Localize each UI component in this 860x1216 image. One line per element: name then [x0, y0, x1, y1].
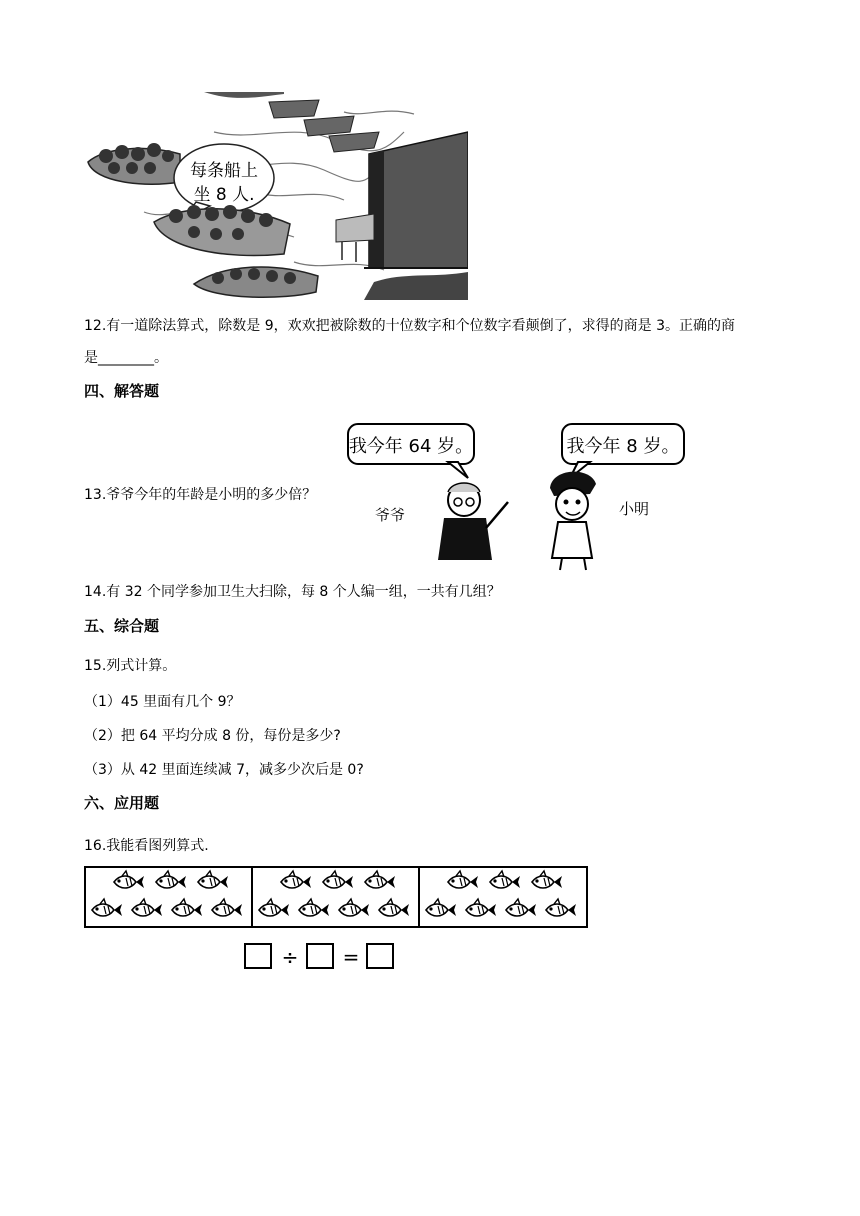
bubble-text-line1: 每条船上	[190, 161, 258, 181]
answer-box-divisor[interactable]	[306, 943, 334, 969]
answer-box-quotient[interactable]	[366, 943, 394, 969]
grandpa-bubble-text: 我今年 64 岁。	[348, 436, 474, 457]
fish-groups-picture	[84, 866, 590, 930]
division-sign: ÷	[281, 945, 299, 969]
boy-bubble-text: 我今年 8 岁。	[566, 436, 680, 457]
boy-label: 小明	[618, 500, 650, 518]
q15-sub1: （1）45 里面有几个 9？	[84, 694, 241, 710]
section-5-title: 五、综合题	[84, 617, 160, 635]
q15-sub3: （3）从 42 里面连续减 7，减多少次后是 0?	[84, 762, 364, 778]
bubble-text-line2: 坐 8 人.	[193, 185, 255, 205]
equation-row	[244, 943, 398, 971]
equals-sign: =	[342, 945, 360, 969]
grandpa-boy-illustration	[340, 418, 690, 572]
q15-text: 15.列式计算。	[84, 658, 177, 674]
boy-figure	[550, 472, 596, 570]
q12-line1: 12.有一道除法算式，除数是 9，欢欢把被除数的十位数字和个位数字看颠倒了，求得的商是 3。正确的商	[84, 318, 735, 334]
q13-text: 13.爷爷今年的年龄是小明的多少倍？	[84, 487, 317, 503]
q16-text: 16.我能看图列算式.	[84, 838, 209, 854]
grandpa-figure	[438, 483, 508, 560]
q14-text: 14.有 32 个同学参加卫生大扫除，每 8 个人编一组，一共有几组？	[84, 584, 501, 600]
section-6-title: 六、应用题	[84, 794, 160, 812]
q15-sub2: （2）把 64 平均分成 8 份，每份是多少?	[84, 728, 341, 744]
grandpa-label: 爷爷	[374, 506, 406, 524]
q12-line2: 是________。	[84, 350, 168, 366]
boat-illustration	[84, 92, 468, 300]
section-4-title: 四、解答题	[84, 382, 160, 400]
answer-box-dividend[interactable]	[244, 943, 272, 969]
